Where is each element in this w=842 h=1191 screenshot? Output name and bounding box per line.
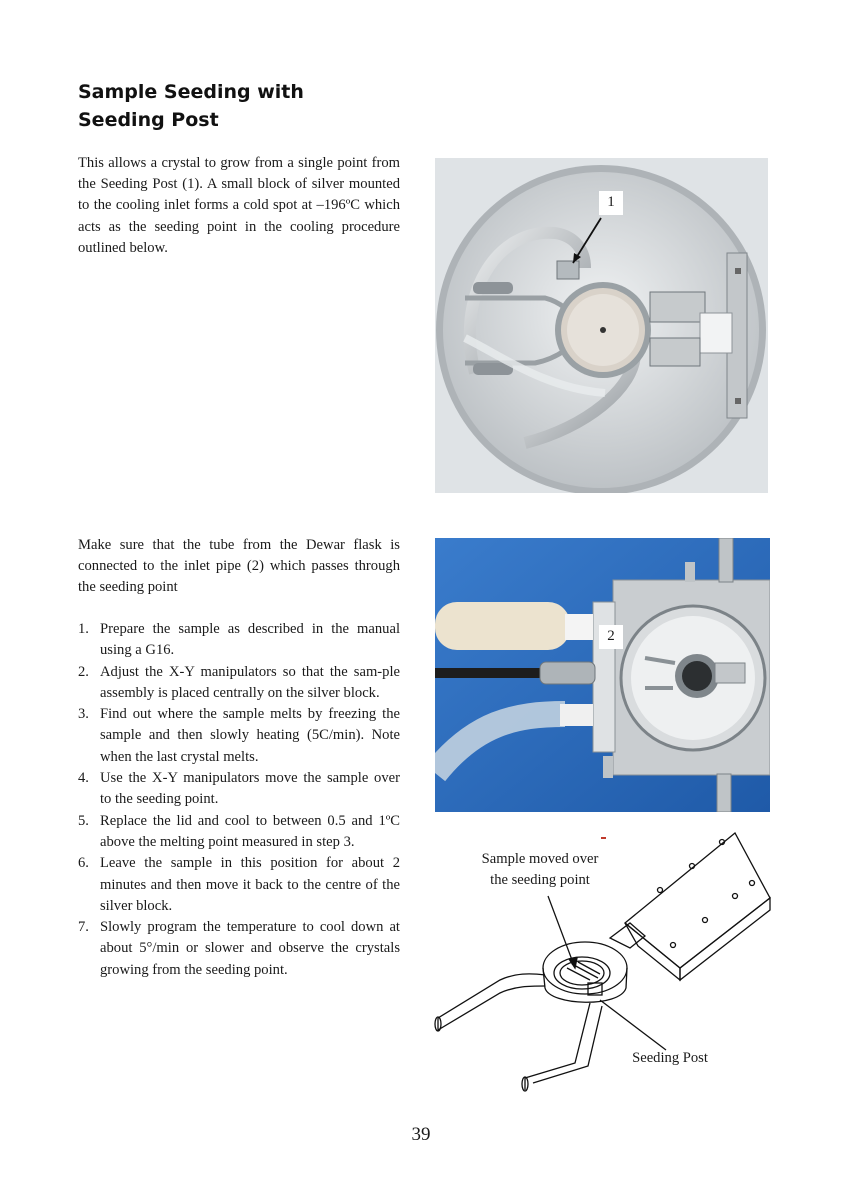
inlet-pipe-photo: [435, 538, 770, 812]
procedure-steps: [78, 619, 400, 981]
list-item: 1. Prepare the sample as described in the manual using a G16.: [78, 621, 400, 659]
label-seeding-post: Seeding Post: [632, 1050, 708, 1066]
title-line-2: Seeding Post: [78, 109, 219, 131]
intro-paragraph: This allows a crystal to grow from a single point from the Seeding Post (1). A small block of silver mounted to the cooling inlet forms a cold spot at –196ºC which acts as the seeding point in the cooling procedure outlined below.: [78, 155, 400, 256]
list-item: 5. Replace the lid and cool to between 0.5 and 1ºC above the melting point measured in step 3.: [78, 812, 400, 850]
label-sample-moved: [460, 849, 620, 891]
seeding-diagram: [430, 828, 775, 1093]
list-item: 7. Slowly program the temperature to cool down at about 5°/min or slower and observe the crystals growing from the seeding point.: [78, 919, 400, 978]
callout-1: 1: [599, 191, 623, 215]
label-sample-line-1: Sample moved over: [481, 851, 599, 867]
list-item: 2. Adjust the X-Y manipulators so that the sam-ple assembly is placed centrally on the silver block.: [78, 663, 400, 701]
dewar-instructions: Make sure that the tube from the Dewar flask is connected to the inlet pipe (2) which passes through the seeding point: [78, 537, 400, 596]
list-item: 3. Find out where the sample melts by freezing the sample and then slowly heating (5C/min). Note when the last crystal melts.: [78, 706, 400, 765]
title-line-1: Sample Seeding with: [78, 81, 304, 103]
label-sample-line-2: the seeding point: [490, 872, 590, 888]
list-item: 4. Use the X-Y manipulators move the sample over to the seeding point.: [78, 770, 400, 808]
seeding-post-photo: [435, 158, 768, 493]
page-number: 39: [411, 1124, 431, 1145]
page-title: [78, 78, 378, 134]
list-item: 6. Leave the sample in this position for about 2 minutes and then move it back to the centre of the silver block.: [78, 855, 400, 914]
callout-2: 2: [599, 625, 623, 649]
